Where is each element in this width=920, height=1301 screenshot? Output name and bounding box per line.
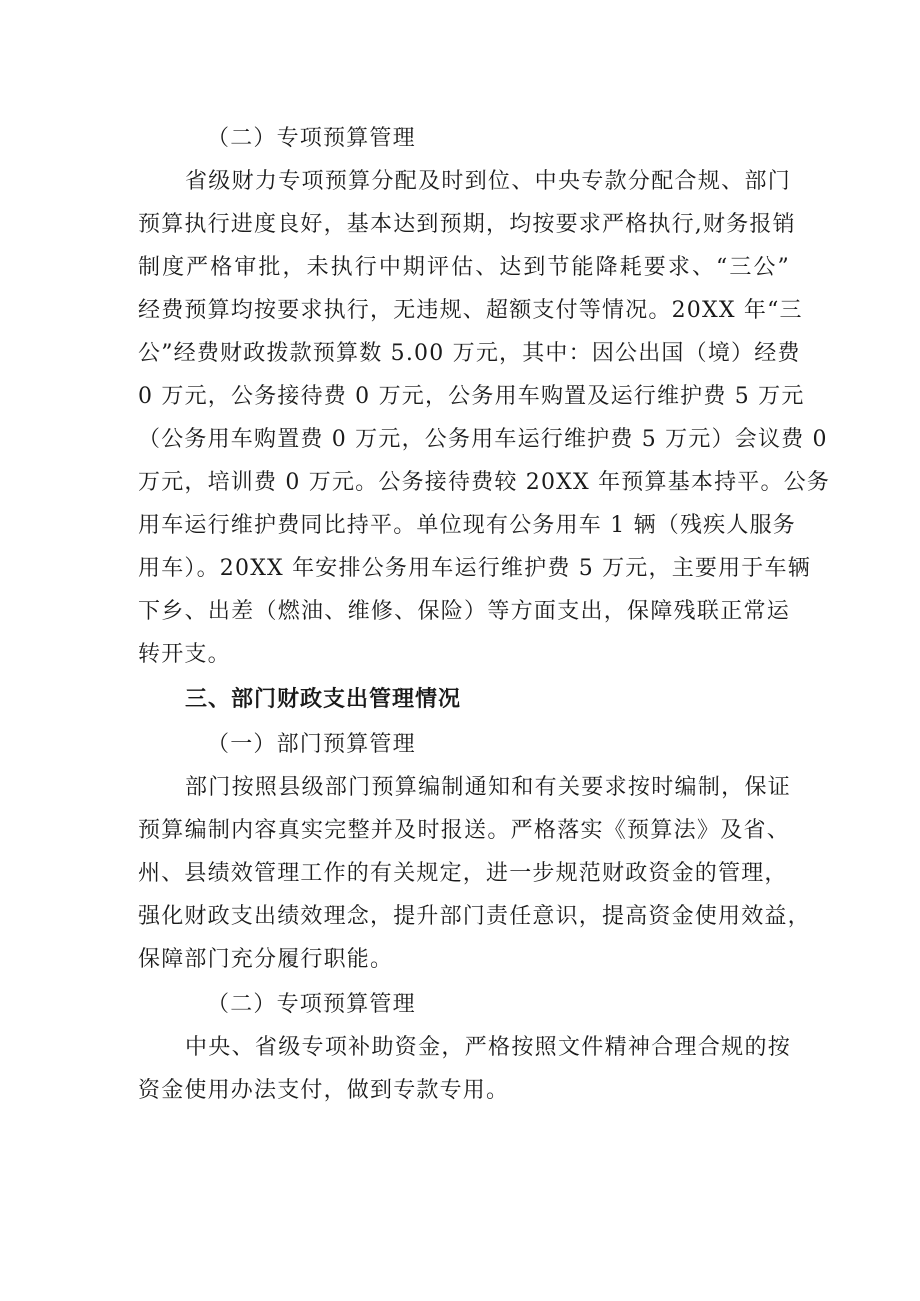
subsection-title-special-budget: （二）专项预算管理	[207, 126, 416, 151]
paragraph-line: 公”经费财政拨款预算数 5.00 万元，其中：因公出国（境）经费	[138, 341, 801, 366]
paragraph-line: 部门按照县级部门预算编制通知和有关要求按时编制，保证	[185, 775, 791, 800]
subsection-title-special-budget-2: （二）专项预算管理	[207, 992, 416, 1017]
subsection-title-dept-budget: （一）部门预算管理	[207, 732, 416, 757]
paragraph-line: 制度严格审批，未执行中期评估、达到节能降耗要求、“三公”	[138, 255, 790, 280]
paragraph-line: 省级财力专项预算分配及时到位、中央专款分配合规、部门	[185, 169, 791, 194]
paragraph-line: 用车）。20XX 年安排公务用车运行维护费 5 万元，主要用于车辆	[138, 556, 811, 581]
paragraph-line: 州、县绩效管理工作的有关规定，进一步规范财政资金的管理，	[138, 861, 788, 886]
paragraph-line: 强化财政支出绩效理念，提升部门责任意识，提高资金使用效益，	[138, 904, 811, 929]
paragraph-line: 万元，培训费 0 万元。公务接待费较 20XX 年预算基本持平。公务	[138, 470, 831, 495]
paragraph-line: （公务用车购置费 0 万元，公务用车运行维护费 5 万元）会议费 0	[138, 427, 828, 452]
section-heading: 三、部门财政支出管理情况	[185, 687, 462, 712]
paragraph-line: 转开支。	[138, 642, 231, 667]
paragraph-line: 经费预算均按要求执行，无违规、超额支付等情况。20XX 年“三	[138, 298, 803, 323]
paragraph-line: 下乡、出差（燃油、维修、保险）等方面支出，保障残联正常运	[138, 599, 790, 624]
paragraph-line: 0 万元，公务接待费 0 万元，公务用车购置及运行维护费 5 万元	[138, 384, 805, 409]
paragraph-line: 用车运行维护费同比持平。单位现有公务用车 1 辆（残疾人服务	[138, 513, 796, 538]
paragraph-line: 中央、省级专项补助资金，严格按照文件精神合理合规的按	[185, 1035, 791, 1060]
paragraph-line: 预算编制内容真实完整并及时报送。严格落实《预算法》及省、	[138, 818, 790, 843]
paragraph-line: 资金使用办法支付，做到专款专用。	[138, 1078, 510, 1103]
paragraph-line: 保障部门充分履行职能。	[138, 947, 394, 972]
paragraph-line: 预算执行进度良好，基本达到预期，均按要求严格执行,财务报销	[138, 212, 796, 237]
